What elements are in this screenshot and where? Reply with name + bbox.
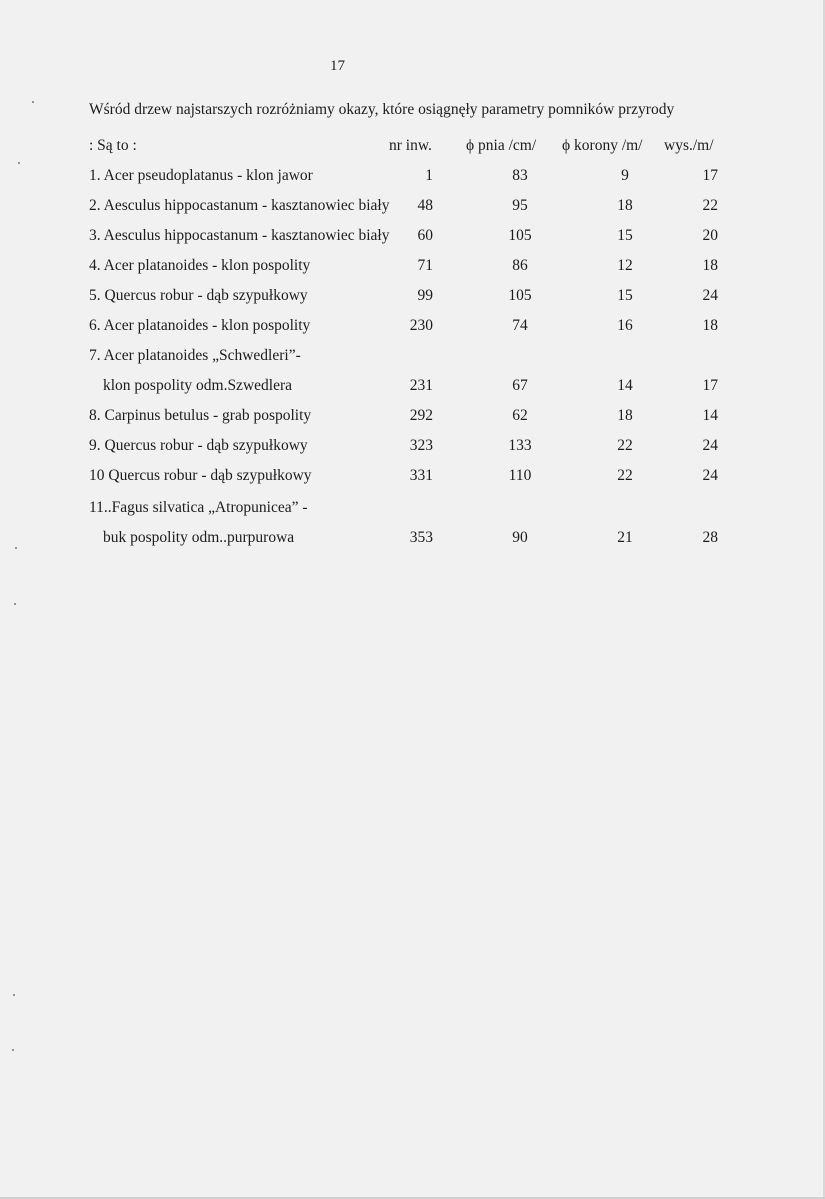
tree-height: 14 (702, 407, 718, 424)
trunk-diameter: 110 (508, 467, 532, 484)
page-number: 17 (330, 58, 345, 74)
tree-height: 28 (702, 529, 718, 546)
header-height: wys./m/ (664, 137, 714, 154)
inventory-number: 1 (425, 167, 433, 184)
crown-diameter: 15 (617, 227, 633, 244)
crown-diameter: 16 (617, 317, 633, 334)
scan-speck (18, 162, 20, 164)
crown-diameter: 21 (617, 529, 633, 546)
species-name: 6. Acer platanoides - klon pospolity (89, 317, 311, 334)
inventory-number: 231 (409, 377, 433, 394)
tree-height: 17 (702, 377, 718, 394)
species-name: 8. Carpinus betulus - grab pospolity (89, 407, 312, 424)
crown-diameter: 22 (617, 467, 633, 484)
header-crown: ϕ korony /m/ (562, 137, 643, 154)
species-name-cont: klon pospolity odm.Szwedlera (103, 377, 292, 394)
species-name: 3. Aesculus hippocastanum - kasztanowiec biały (89, 227, 390, 244)
trunk-diameter: 62 (512, 407, 528, 424)
inventory-number: 353 (409, 529, 433, 546)
inventory-number: 292 (409, 407, 433, 424)
header-lead: : Są to : (89, 137, 137, 154)
species-name: 1. Acer pseudoplatanus - klon jawor (89, 167, 313, 184)
crown-diameter: 15 (617, 287, 633, 304)
species-name: 5. Quercus robur - dąb szypułkowy (89, 287, 308, 304)
inventory-number: 230 (409, 317, 433, 334)
inventory-number: 323 (409, 437, 433, 454)
trunk-diameter: 105 (508, 287, 532, 304)
trunk-diameter: 83 (512, 167, 528, 184)
species-name: 2. Aesculus hippocastanum - kasztanowiec biały (89, 197, 390, 214)
inventory-number: 99 (417, 287, 433, 304)
scan-speck (15, 547, 17, 549)
inventory-number: 71 (417, 257, 433, 274)
tree-height: 18 (702, 257, 718, 274)
intro-paragraph: Wśród drzew najstarszych rozróżniamy okazy, które osiągnęły parametry pomników przyrody (89, 101, 675, 118)
species-name-cont: buk pospolity odm..purpurowa (103, 529, 295, 546)
trunk-diameter: 74 (512, 317, 528, 334)
scan-speck (32, 101, 34, 103)
inventory-number: 60 (417, 227, 433, 244)
crown-diameter: 22 (617, 437, 633, 454)
tree-height: 24 (702, 437, 718, 454)
species-name: 11..Fagus silvatica „Atropunicea” - (89, 499, 308, 516)
scan-speck (14, 603, 16, 605)
crown-diameter: 18 (617, 407, 633, 424)
inventory-number: 48 (417, 197, 433, 214)
trunk-diameter: 67 (512, 377, 528, 394)
header-trunk: ϕ pnia /cm/ (466, 137, 537, 154)
species-name: 4. Acer platanoides - klon pospolity (89, 257, 311, 274)
species-name: 9. Quercus robur - dąb szypułkowy (89, 437, 308, 454)
tree-height: 18 (702, 317, 718, 334)
trunk-diameter: 86 (512, 257, 528, 274)
trunk-diameter: 105 (508, 227, 532, 244)
crown-diameter: 12 (617, 257, 633, 274)
trunk-diameter: 95 (512, 197, 528, 214)
tree-height: 24 (702, 467, 718, 484)
trunk-diameter: 133 (508, 437, 532, 454)
species-name: 7. Acer platanoides „Schwedleri”- (89, 347, 301, 364)
scan-speck (13, 994, 15, 996)
crown-diameter: 18 (617, 197, 633, 214)
trunk-diameter: 90 (512, 529, 528, 546)
tree-height: 20 (702, 227, 718, 244)
tree-height: 24 (702, 287, 718, 304)
tree-height: 22 (702, 197, 718, 214)
inventory-number: 331 (409, 467, 433, 484)
crown-diameter: 14 (617, 377, 633, 394)
crown-diameter: 9 (621, 167, 629, 184)
scan-speck (12, 1049, 14, 1051)
tree-height: 17 (702, 167, 718, 184)
species-name: 10 Quercus robur - dąb szypułkowy (89, 467, 312, 484)
header-nr: nr inw. (389, 137, 432, 154)
